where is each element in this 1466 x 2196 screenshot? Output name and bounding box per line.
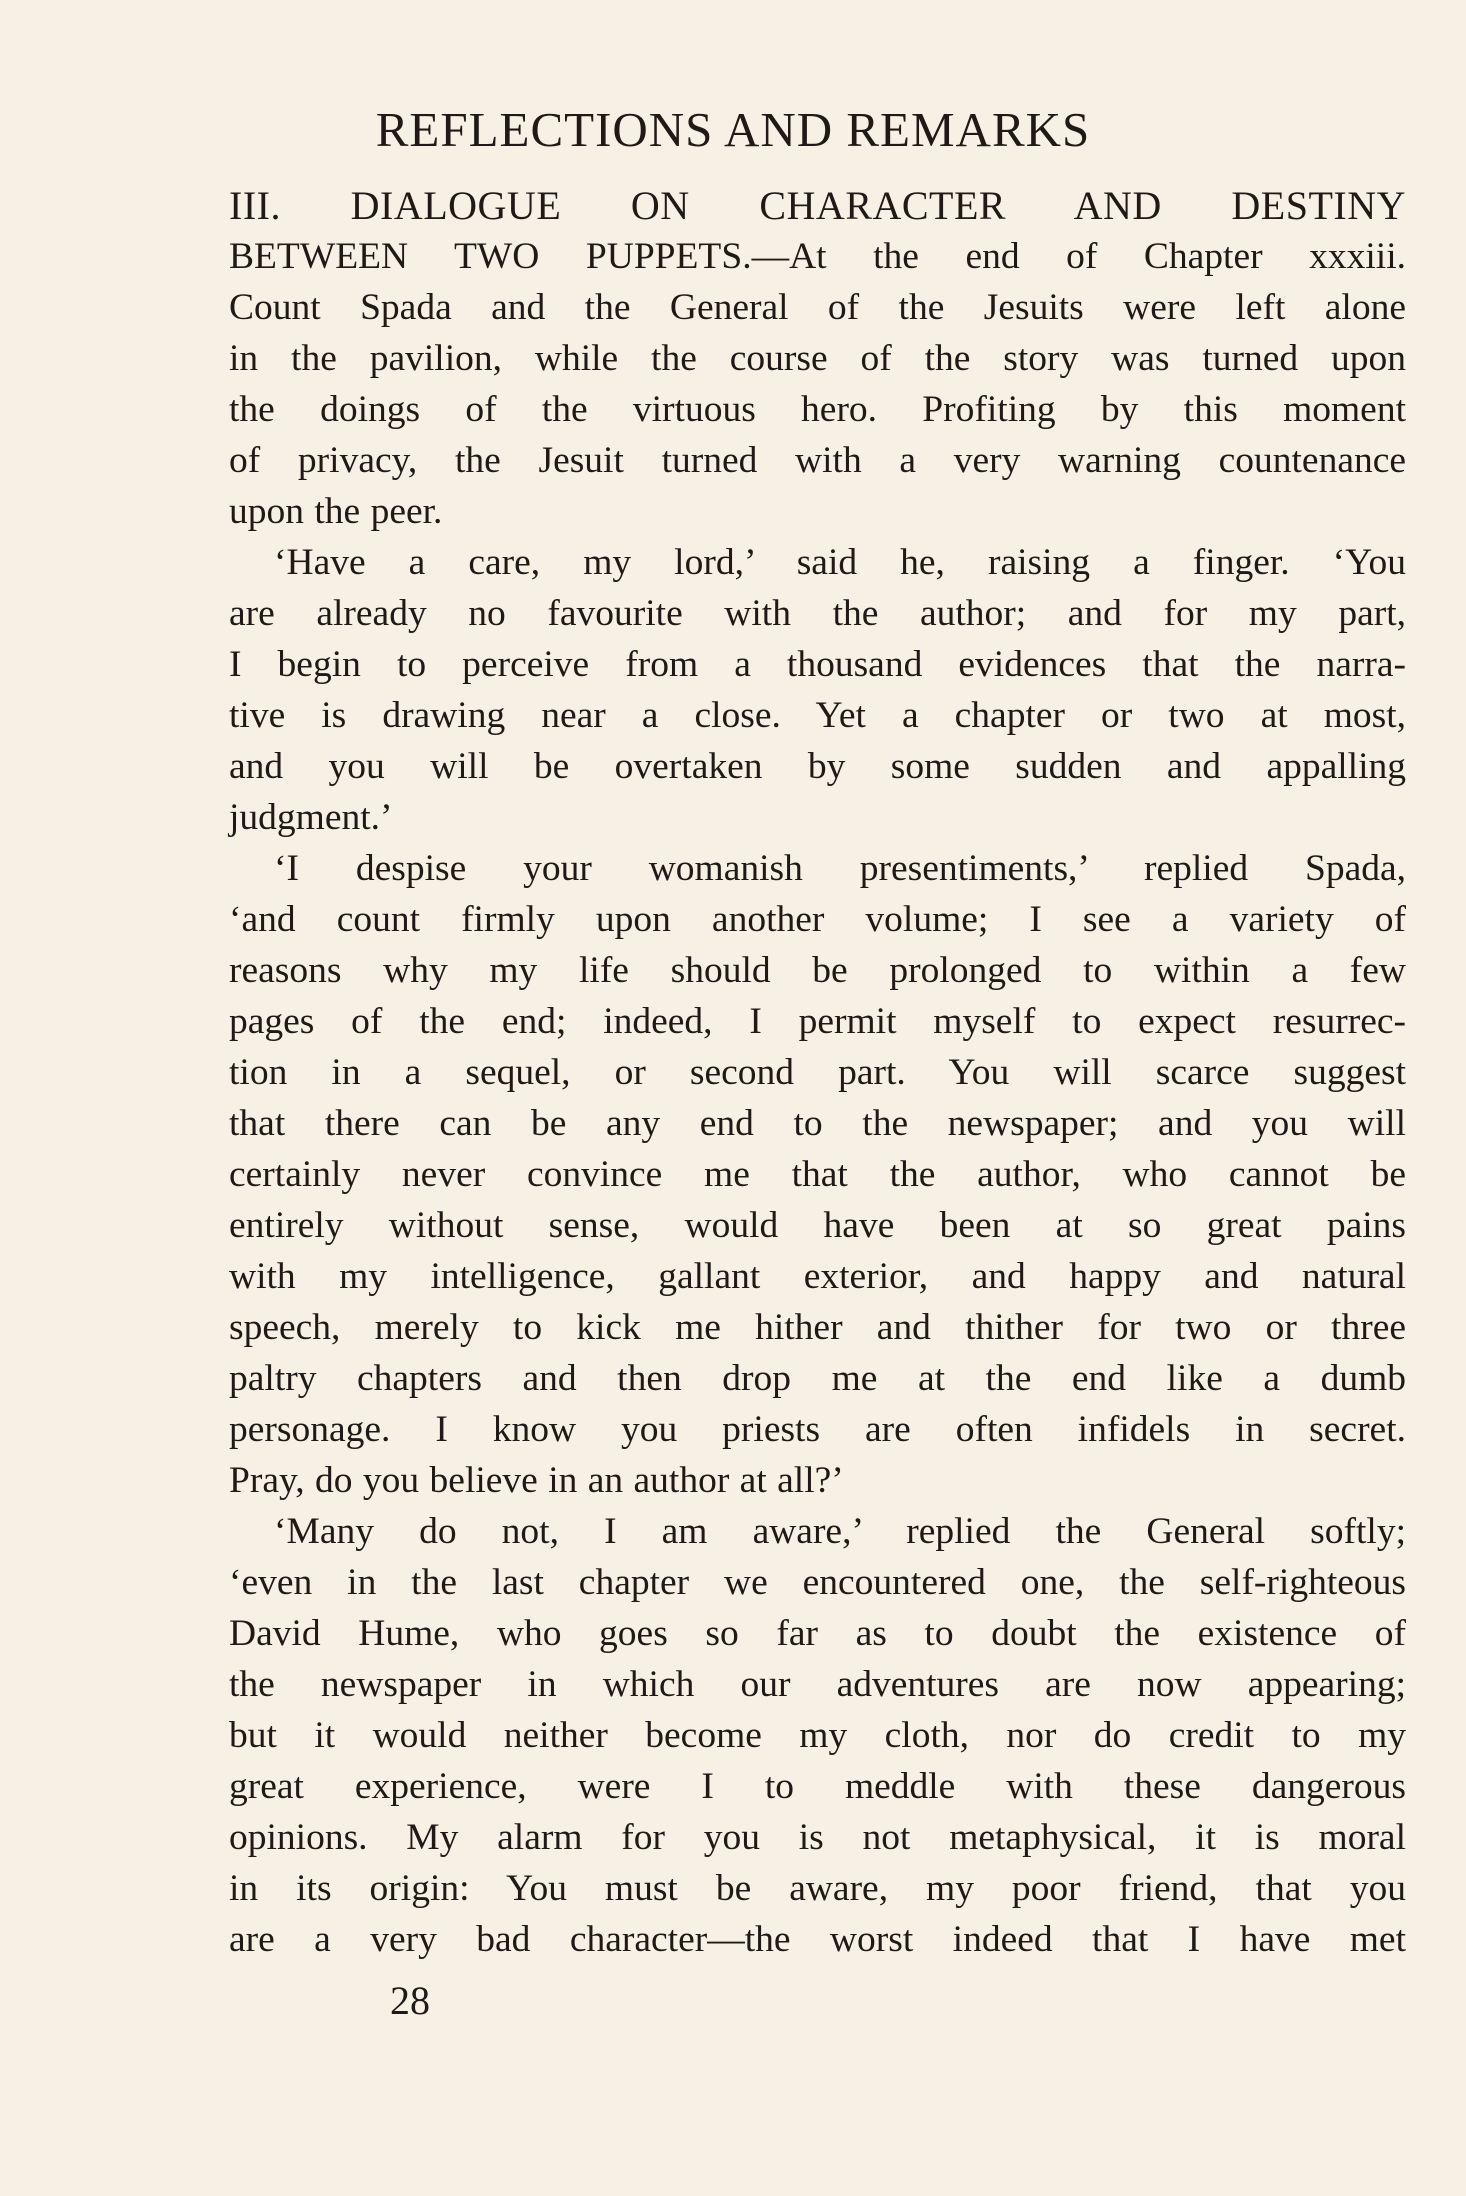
text-line: paltry chapters and then drop me at the end like a dumb (229, 1358, 1406, 1399)
text-line: great experience, were I to meddle with these dangerous (229, 1766, 1406, 1807)
paragraph-1 (229, 180, 1406, 537)
text-line: ‘even in the last chapter we encountered one, the self-righteous (229, 1562, 1406, 1603)
text-line: ‘Have a care, my lord,’ said he, raising a finger. ‘You (274, 542, 1406, 583)
text-line: are a very bad character—the worst indeed that I have met (229, 1919, 1406, 1960)
text-line: certainly never convince me that the author, who cannot be (229, 1154, 1406, 1195)
text-line: the newspaper in which our adventures are now appearing; (229, 1664, 1406, 1705)
paragraph-2 (229, 537, 1406, 843)
text-line: ‘I despise your womanish presentiments,’ replied Spada, (274, 848, 1406, 889)
text-line: but it would neither become my cloth, nor do credit to my (229, 1715, 1406, 1756)
text-line: pages of the end; indeed, I permit myself to expect resurrec- (229, 1001, 1406, 1042)
text-line: in the pavilion, while the course of the story was turned upon (229, 338, 1406, 379)
text-line: tion in a sequel, or second part. You will scarce suggest (229, 1052, 1406, 1093)
text-line: III. DIALOGUE ON CHARACTER AND DESTINY (229, 183, 1406, 228)
text-line: I begin to perceive from a thousand evidences that the narra- (229, 644, 1406, 685)
text-line: reasons why my life should be prolonged to within a few (229, 950, 1406, 991)
text-line: that there can be any end to the newspaper; and you will (229, 1103, 1406, 1144)
text-line: entirely without sense, would have been at so great pains (229, 1205, 1406, 1246)
text-line: personage. I know you priests are often infidels in secret. (229, 1409, 1406, 1450)
text-line: opinions. My alarm for you is not metaphysical, it is moral (229, 1817, 1406, 1858)
running-head: REFLECTIONS AND REMARKS (375, 102, 1091, 157)
text-line: David Hume, who goes so far as to doubt the existence of (229, 1613, 1406, 1654)
text-line: BETWEEN TWO PUPPETS.—At the end of Chapter xxxiii. (229, 236, 1406, 277)
page-number: 28 (390, 1978, 430, 2023)
text-line: ‘and count firmly upon another volume; I see a variety of (229, 899, 1406, 940)
text-line: judgment.’ (229, 797, 393, 838)
text-line: are already no favourite with the author; and for my part, (229, 593, 1406, 634)
text-line: in its origin: You must be aware, my poor friend, that you (229, 1868, 1406, 1909)
text-line: the doings of the virtuous hero. Profiting by this moment (229, 389, 1406, 430)
paragraph-4 (229, 1506, 1406, 1965)
text-line: of privacy, the Jesuit turned with a very warning countenance (229, 440, 1406, 481)
paragraph-3 (229, 843, 1406, 1506)
body-text (229, 180, 1406, 1965)
text-line: ‘Many do not, I am aware,’ replied the General softly; (274, 1511, 1406, 1552)
text-line: with my intelligence, gallant exterior, and happy and natural (229, 1256, 1406, 1297)
text-line: and you will be overtaken by some sudden and appalling (229, 746, 1406, 787)
text-line: speech, merely to kick me hither and thither for two or three (229, 1307, 1406, 1348)
text-line: tive is drawing near a close. Yet a chapter or two at most, (229, 695, 1406, 736)
text-line: Count Spada and the General of the Jesuits were left alone (229, 287, 1406, 328)
text-line: Pray, do you believe in an author at all?’ (229, 1460, 844, 1501)
text-line: upon the peer. (229, 491, 443, 532)
